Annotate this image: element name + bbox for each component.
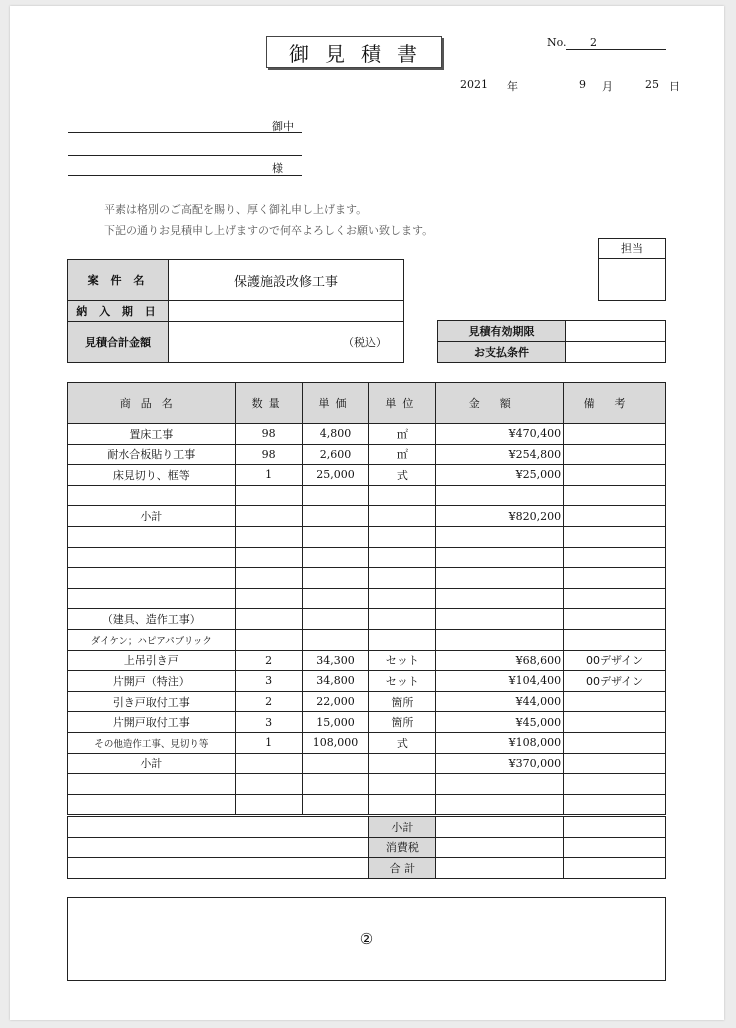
item-unit: ㎡	[369, 424, 436, 445]
item-qty	[235, 506, 302, 527]
item-qty	[235, 485, 302, 506]
table-row	[68, 424, 666, 445]
item-qty	[235, 568, 302, 589]
tanto-box	[598, 238, 666, 301]
summary-label: 小計	[369, 817, 436, 838]
item-name: 片開戸（特注）	[68, 671, 236, 692]
item-note	[564, 794, 666, 815]
item-amount	[436, 568, 564, 589]
item-price	[302, 568, 369, 589]
payment-terms-value	[566, 342, 666, 363]
addressee-sama: 様	[272, 162, 283, 175]
summary-blank	[68, 837, 369, 858]
col-header-price: 単価	[302, 383, 369, 424]
item-name	[68, 568, 236, 589]
item-qty	[235, 588, 302, 609]
item-note	[564, 691, 666, 712]
date-year: 2021	[460, 78, 488, 91]
delivery-date-label: 納 入 期 日	[68, 301, 169, 322]
date-day: 25	[645, 78, 659, 91]
item-price	[302, 547, 369, 568]
item-price	[302, 794, 369, 815]
item-name	[68, 794, 236, 815]
item-name: その他造作工事、見切り等	[68, 732, 236, 753]
item-qty	[235, 774, 302, 795]
item-amount	[436, 609, 564, 630]
summary-label: 消費税	[369, 837, 436, 858]
item-note: 00デザイン	[564, 650, 666, 671]
item-price: 2,600	[302, 444, 369, 465]
item-price: 34,300	[302, 650, 369, 671]
item-name: （建具、造作工事）	[68, 609, 236, 630]
item-note	[564, 712, 666, 733]
item-unit	[369, 568, 436, 589]
item-note: 00デザイン	[564, 671, 666, 692]
item-unit: ㎡	[369, 444, 436, 465]
greeting-line-2: 下記の通りお見積申し上げますので何卒よろしくお願い致します。	[104, 224, 434, 237]
summary-amount	[436, 858, 564, 879]
date-day-unit: 日	[669, 80, 680, 93]
total-amount-cell	[169, 322, 404, 363]
summary-note	[564, 817, 666, 838]
item-qty	[235, 526, 302, 547]
table-row	[68, 526, 666, 547]
item-price: 22,000	[302, 691, 369, 712]
item-name: 上吊引き戸	[68, 650, 236, 671]
item-qty	[235, 609, 302, 630]
addressee-line-3	[68, 175, 302, 176]
total-amount-label: 見積合計金額	[68, 322, 169, 363]
delivery-date-value	[169, 301, 404, 322]
tax-included-note: （税込）	[343, 336, 387, 349]
table-row	[68, 547, 666, 568]
item-price: 34,800	[302, 671, 369, 692]
item-price: 108,000	[302, 732, 369, 753]
item-note	[564, 774, 666, 795]
table-row	[68, 609, 666, 630]
col-header-qty: 数量	[235, 383, 302, 424]
table-row	[68, 794, 666, 815]
item-qty	[235, 794, 302, 815]
col-header-note: 備考	[564, 383, 666, 424]
item-amount	[436, 794, 564, 815]
item-unit	[369, 774, 436, 795]
item-amount	[436, 588, 564, 609]
item-amount	[436, 547, 564, 568]
item-qty: 3	[235, 671, 302, 692]
item-unit	[369, 526, 436, 547]
item-amount: ¥45,000	[436, 712, 564, 733]
item-qty	[235, 547, 302, 568]
table-row	[68, 753, 666, 774]
summary-amount	[436, 817, 564, 838]
item-amount: ¥820,200	[436, 506, 564, 527]
item-unit: セット	[369, 671, 436, 692]
item-name: 床見切り、框等	[68, 465, 236, 486]
item-unit	[369, 547, 436, 568]
summary-note	[564, 858, 666, 879]
item-note	[564, 485, 666, 506]
item-note	[564, 424, 666, 445]
item-note	[564, 465, 666, 486]
table-row	[68, 774, 666, 795]
item-unit	[369, 588, 436, 609]
table-row	[68, 568, 666, 589]
item-unit	[369, 629, 436, 650]
remarks-mark: ②	[359, 930, 374, 948]
item-amount	[436, 629, 564, 650]
greeting-line-1: 平素は格別のご高配を賜り、厚く御礼申し上げます。	[104, 203, 368, 216]
item-name: 耐水合板貼り工事	[68, 444, 236, 465]
item-unit	[369, 485, 436, 506]
item-note	[564, 547, 666, 568]
summary-row	[68, 837, 666, 858]
item-price: 25,000	[302, 465, 369, 486]
items-table	[67, 382, 666, 815]
addressee-line-1	[68, 132, 302, 133]
item-unit: 式	[369, 465, 436, 486]
summary-table	[67, 816, 666, 879]
item-amount: ¥470,400	[436, 424, 564, 445]
item-name	[68, 774, 236, 795]
table-row	[68, 732, 666, 753]
item-name: 引き戸取付工事	[68, 691, 236, 712]
item-note	[564, 526, 666, 547]
table-row	[68, 465, 666, 486]
col-header-name: 商品名	[68, 383, 236, 424]
project-name-label: 案 件 名	[68, 260, 169, 301]
item-note	[564, 568, 666, 589]
item-unit: 箇所	[369, 691, 436, 712]
terms-table	[437, 320, 666, 363]
item-amount: ¥254,800	[436, 444, 564, 465]
item-amount: ¥68,600	[436, 650, 564, 671]
summary-row	[68, 858, 666, 879]
table-row	[68, 712, 666, 733]
table-row	[68, 650, 666, 671]
item-price: 15,000	[302, 712, 369, 733]
table-row	[68, 506, 666, 527]
item-price	[302, 588, 369, 609]
item-qty: 98	[235, 444, 302, 465]
validity-value	[566, 321, 666, 342]
doc-number-label: No.	[547, 36, 567, 49]
item-note	[564, 506, 666, 527]
item-name	[68, 485, 236, 506]
item-price	[302, 506, 369, 527]
item-amount: ¥25,000	[436, 465, 564, 486]
item-qty: 2	[235, 650, 302, 671]
item-note	[564, 753, 666, 774]
item-note	[564, 588, 666, 609]
item-qty	[235, 629, 302, 650]
doc-number-value: 2	[566, 36, 666, 50]
item-price	[302, 629, 369, 650]
item-unit: 式	[369, 732, 436, 753]
item-note	[564, 609, 666, 630]
summary-amount	[436, 837, 564, 858]
item-unit: 箇所	[369, 712, 436, 733]
tanto-label: 担当	[599, 239, 665, 259]
summary-note	[564, 837, 666, 858]
addressee-line-2	[68, 155, 302, 156]
item-name: 置床工事	[68, 424, 236, 445]
item-qty: 3	[235, 712, 302, 733]
item-amount: ¥104,400	[436, 671, 564, 692]
item-price	[302, 609, 369, 630]
item-qty	[235, 753, 302, 774]
item-price: 4,800	[302, 424, 369, 445]
remarks-box	[67, 897, 666, 981]
item-qty: 1	[235, 465, 302, 486]
item-amount: ¥370,000	[436, 753, 564, 774]
col-header-amount: 金額	[436, 383, 564, 424]
table-row	[68, 629, 666, 650]
page-title: 御見積書	[266, 36, 442, 68]
table-row	[68, 691, 666, 712]
item-note	[564, 444, 666, 465]
item-price	[302, 526, 369, 547]
item-note	[564, 629, 666, 650]
summary-row	[68, 817, 666, 838]
date-month-unit: 月	[602, 80, 613, 93]
item-amount	[436, 774, 564, 795]
table-row	[68, 444, 666, 465]
col-header-unit: 単位	[369, 383, 436, 424]
item-amount: ¥44,000	[436, 691, 564, 712]
item-qty: 98	[235, 424, 302, 445]
item-name: 小計	[68, 753, 236, 774]
table-row	[68, 485, 666, 506]
item-name: 片開戸取付工事	[68, 712, 236, 733]
addressee-onchu: 御中	[272, 120, 294, 133]
item-name: ダイケン；ハピアパブリック	[68, 629, 236, 650]
item-unit	[369, 753, 436, 774]
item-name	[68, 547, 236, 568]
item-name	[68, 588, 236, 609]
date-year-unit: 年	[507, 80, 518, 93]
item-name	[68, 526, 236, 547]
item-amount	[436, 485, 564, 506]
item-price	[302, 774, 369, 795]
project-name-value: 保護施設改修工事	[169, 260, 404, 301]
payment-terms-label: お支払条件	[438, 342, 566, 363]
item-unit	[369, 794, 436, 815]
item-price	[302, 485, 369, 506]
summary-label: 合 計	[369, 858, 436, 879]
item-qty: 2	[235, 691, 302, 712]
item-note	[564, 732, 666, 753]
item-unit	[369, 506, 436, 527]
summary-blank	[68, 858, 369, 879]
summary-blank	[68, 817, 369, 838]
date-month: 9	[579, 78, 586, 91]
table-row	[68, 671, 666, 692]
item-unit	[369, 609, 436, 630]
item-name: 小計	[68, 506, 236, 527]
item-amount: ¥108,000	[436, 732, 564, 753]
item-price	[302, 753, 369, 774]
table-row	[68, 588, 666, 609]
item-amount	[436, 526, 564, 547]
item-unit: セット	[369, 650, 436, 671]
project-info-table	[67, 259, 404, 363]
item-qty: 1	[235, 732, 302, 753]
validity-label: 見積有効期限	[438, 321, 566, 342]
